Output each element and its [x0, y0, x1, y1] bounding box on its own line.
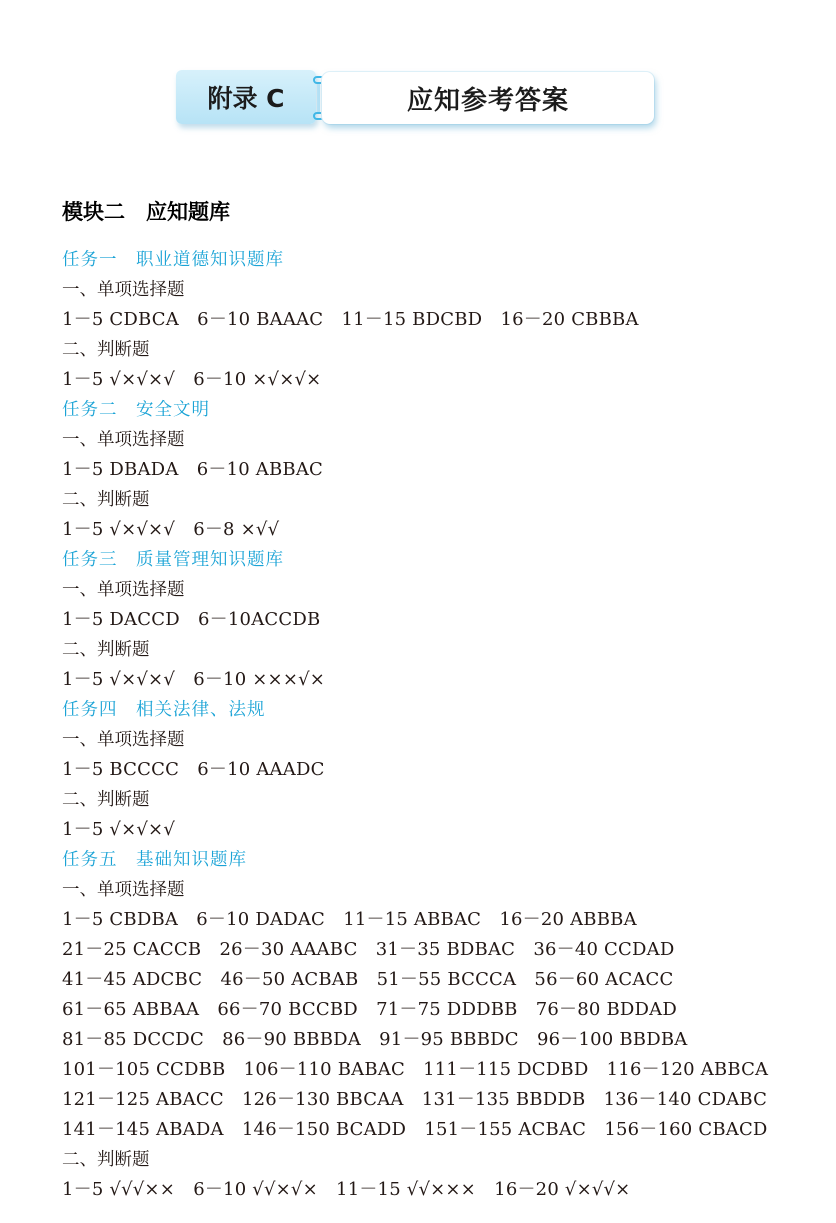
task-heading: 任务三 质量管理知识题库	[62, 550, 284, 570]
answer-line: 21－25 CACCB 26－30 AAABC 31－35 BDBAC 36－40 CCDAD	[62, 939, 675, 960]
question-type-heading: 二、判断题	[62, 790, 150, 810]
appendix-label: 附录 C	[176, 70, 316, 124]
answer-line: 41－45 ADCBC 46－50 ACBAB 51－55 BCCCA 56－60 ACACC	[62, 969, 674, 990]
task-heading: 任务二 安全文明	[62, 400, 210, 420]
question-type-heading: 一、单项选择题	[62, 280, 185, 300]
question-type-heading: 一、单项选择题	[62, 880, 185, 900]
answer-line: 1－5 DACCD 6－10ACCDB	[62, 609, 321, 630]
task-heading: 任务四 相关法律、法规	[62, 700, 266, 720]
section-title: 模块二 应知题库	[62, 200, 230, 224]
answer-line: 1－5 DBADA 6－10 ABBAC	[62, 459, 324, 480]
answer-line: 81－85 DCCDC 86－90 BBBDA 91－95 BBBDC 96－100 BBDBA	[62, 1029, 688, 1050]
task-heading: 任务五 基础知识题库	[62, 850, 247, 870]
answer-line: 1－5 √√√×× 6－10 √√×√× 11－15 √√××× 16－20 √×√√×	[62, 1179, 631, 1200]
question-type-heading: 二、判断题	[62, 340, 150, 360]
question-type-heading: 一、单项选择题	[62, 580, 185, 600]
appendix-banner	[176, 70, 656, 128]
answer-line: 1－5 √×√×√ 6－10 ×××√×	[62, 669, 326, 690]
question-type-heading: 一、单项选择题	[62, 730, 185, 750]
answer-line: 1－5 BCCCC 6－10 AAADC	[62, 759, 325, 780]
answer-line: 121－125 ABACC 126－130 BBCAA 131－135 BBDDB 136－140 CDABC	[62, 1089, 768, 1110]
answer-line: 1－5 CBDBA 6－10 DADAC 11－15 ABBAC 16－20 ABBBA	[62, 909, 637, 930]
question-type-heading: 一、单项选择题	[62, 430, 185, 450]
question-type-heading: 二、判断题	[62, 1150, 150, 1170]
question-type-heading: 二、判断题	[62, 640, 150, 660]
task-heading: 任务一 职业道德知识题库	[62, 250, 284, 270]
answer-line: 1－5 √×√×√ 6－8 ×√√	[62, 519, 280, 540]
answer-line: 101－105 CCDBB 106－110 BABAC 111－115 DCDBD 116－120 ABBCA	[62, 1059, 769, 1080]
answer-list	[62, 245, 832, 1205]
answer-line: 61－65 ABBAA 66－70 BCCBD 71－75 DDDBB 76－80 BDDAD	[62, 999, 678, 1020]
answer-line: 141－145 ABADA 146－150 BCADD 151－155 ACBAC 156－160 CBACD	[62, 1119, 768, 1140]
question-type-heading: 二、判断题	[62, 490, 150, 510]
answer-line: 1－5 √×√×√ 6－10 ×√×√×	[62, 369, 322, 390]
answer-line: 1－5 CDBCA 6－10 BAAAC 11－15 BDCBD 16－20 CBBBA	[62, 309, 639, 330]
appendix-title: 应知参考答案	[322, 72, 654, 124]
answer-line: 1－5 √×√×√	[62, 819, 175, 840]
